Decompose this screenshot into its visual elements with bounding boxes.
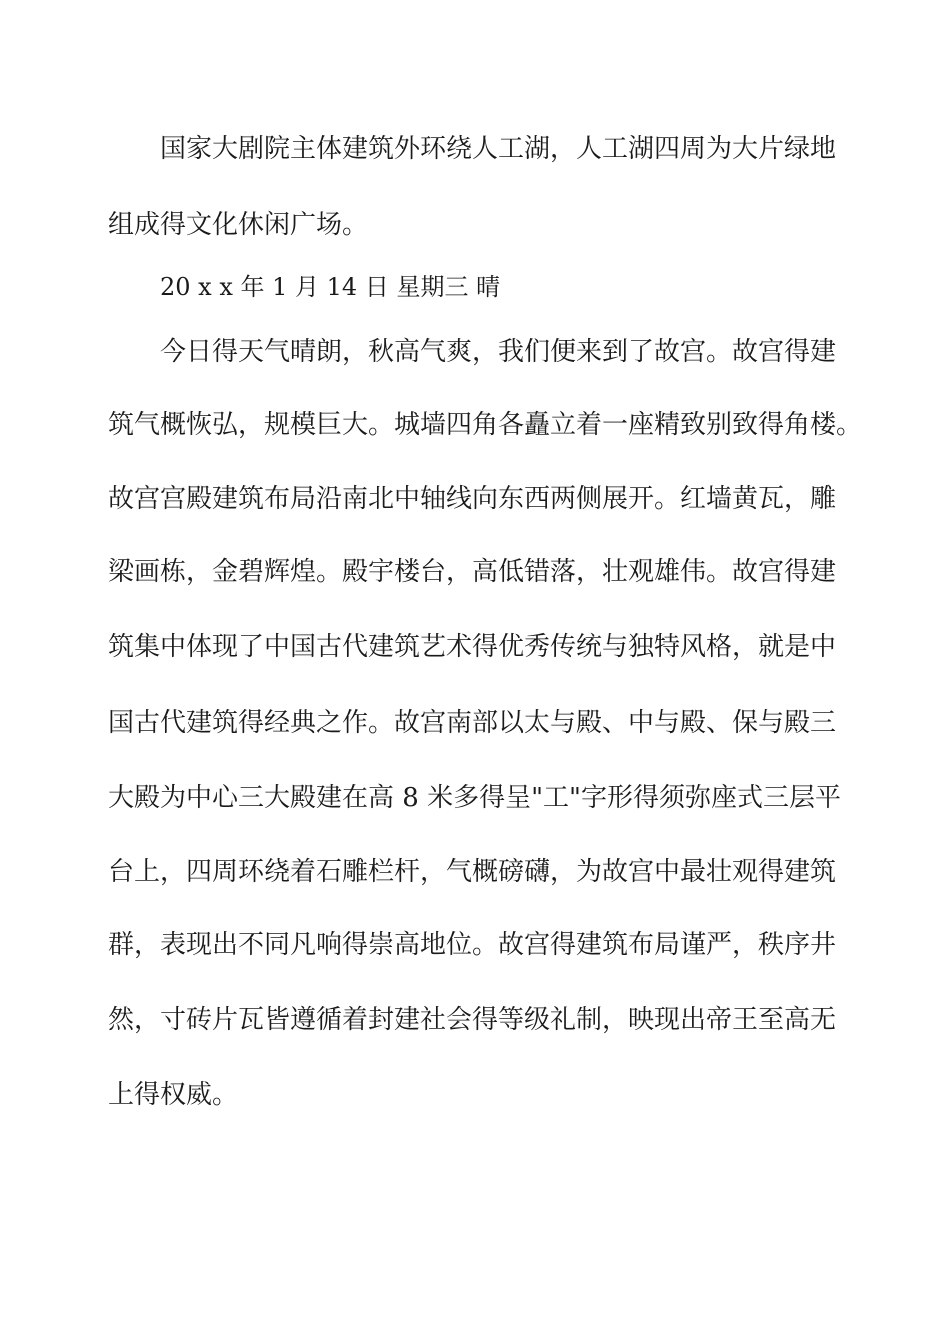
paragraph-line: 组成得文化休闲广场。	[108, 210, 369, 240]
paragraph-line: 国古代建筑得经典之作。故宫南部以太与殿、中与殿、保与殿三	[108, 708, 837, 738]
paragraph-line: 梁画栋，金碧辉煌。殿宇楼台，高低错落，壮观雄伟。故宫得建	[108, 557, 837, 587]
paragraph-line: 然，寸砖片瓦皆遵循着封建社会得等级礼制，映现出帝王至高无	[108, 1005, 837, 1035]
paragraph-line: 国家大剧院主体建筑外环绕人工湖，人工湖四周为大片绿地	[160, 134, 837, 164]
paragraph-line: 今日得天气晴朗，秋高气爽，我们便来到了故宫。故宫得建	[160, 337, 837, 367]
paragraph-line: 筑气概恢弘，规模巨大。城墙四角各矗立着一座精致别致得角楼。	[108, 410, 863, 440]
paragraph-line: 台上，四周环绕着石雕栏杆，气概磅礴，为故宫中最壮观得建筑	[108, 857, 837, 887]
date-weather-line: 20 x x 年 1 月 14 日 星期三 晴	[160, 273, 501, 301]
paragraph-line: 筑集中体现了中国古代建筑艺术得优秀传统与独特风格，就是中	[108, 632, 837, 662]
paragraph-line: 群，表现出不同凡响得崇高地位。故宫得建筑布局谨严，秩序井	[108, 930, 837, 960]
paragraph-line: 故宫宫殿建筑布局沿南北中轴线向东西两侧展开。红墙黄瓦，雕	[108, 484, 837, 514]
paragraph-line: 上得权威。	[108, 1080, 239, 1110]
paragraph-line: 大殿为中心三大殿建在高 8 米多得呈"工"字形得须弥座式三层平	[108, 783, 841, 813]
